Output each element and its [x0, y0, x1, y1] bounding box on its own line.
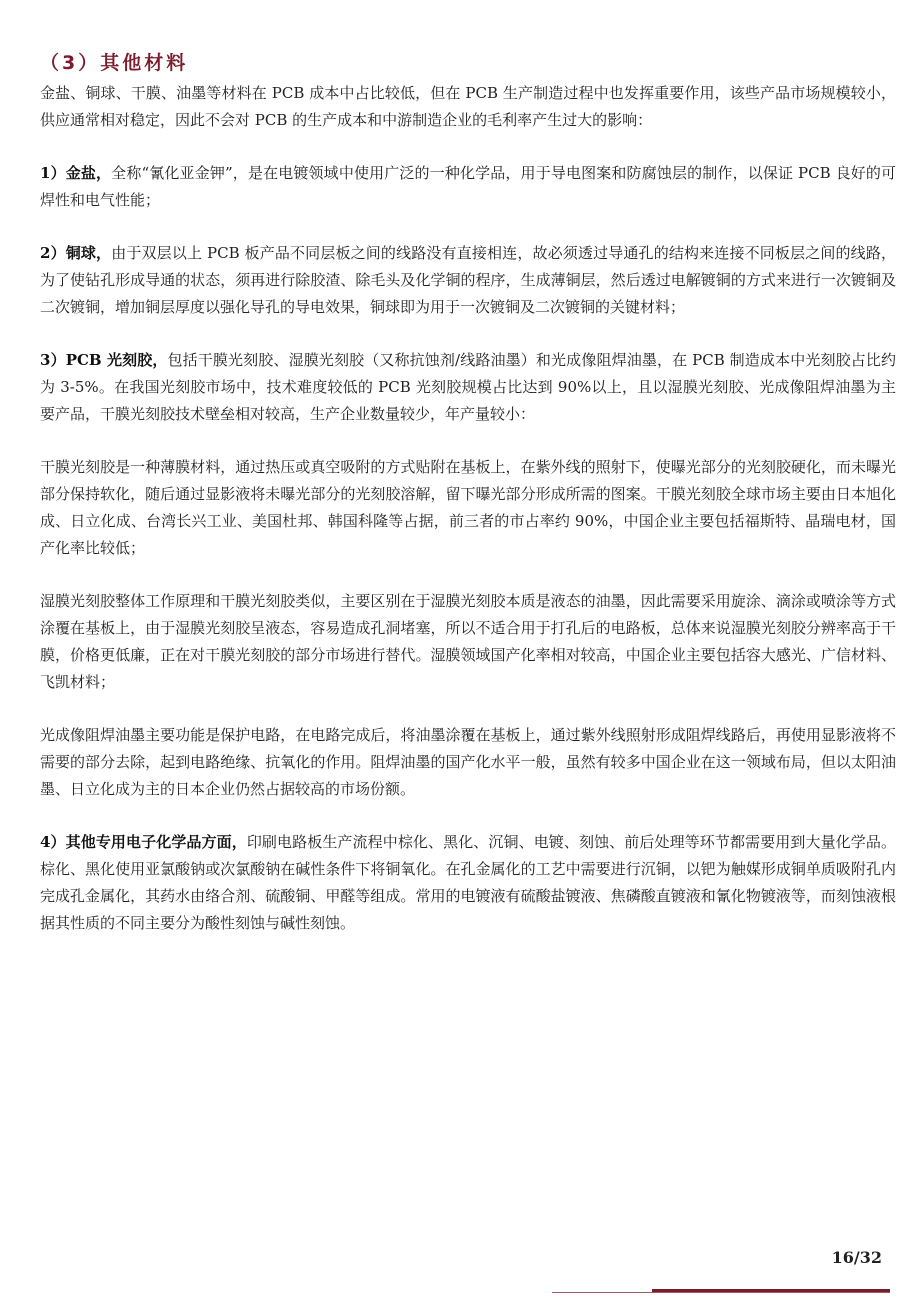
item-lead: 1）金盐， — [40, 164, 112, 182]
item-pcb-photoresist — [40, 347, 896, 428]
footer-accent-bar — [652, 1289, 890, 1292]
section-title: （3）其他材料 — [40, 52, 189, 74]
item-text: 包括干膜光刻胶、湿膜光刻胶（又称抗蚀剂/线路油墨）和光成像阻焊油墨，在 PCB 制造成本中光刻胶占比约为 3-5%。在我国光刻胶市场中，技术难度较低的 PCB 光刻胶规模占比达到 90%以上，且以湿膜光刻胶、光成像阻焊油墨为主要产品，干膜光刻胶技术壁垒相对较高，生产企业数量较少，年产量较小： — [40, 351, 896, 423]
item-other-chemicals — [40, 829, 896, 937]
footer-divider — [552, 1292, 890, 1293]
intro-paragraph: 金盐、铜球、干膜、油墨等材料在 PCB 成本中占比较低，但在 PCB 生产制造过程中也发挥重要作用，该些产品市场规模较小，供应通常相对稳定，因此不会对 PCB 的生产成本和中游制造企业的毛利率产生过大的影响： — [40, 84, 896, 129]
item-gold-salt — [40, 160, 896, 214]
item-text: 全称“氰化亚金钾”，是在电镀领域中使用广泛的一种化学品，用于导电图案和防腐蚀层的制作，以保证 PCB 良好的可焊性和电气性能； — [40, 164, 896, 209]
item-copper-ball — [40, 240, 896, 321]
page-number: 16/32 — [831, 1248, 882, 1267]
dry-film-paragraph: 干膜光刻胶是一种薄膜材料，通过热压或真空吸附的方式贴附在基板上，在紫外线的照射下，使曝光部分的光刻胶硬化，而未曝光部分保持软化，随后通过显影液将未曝光部分的光刻胶溶解，留下曝光部分形成所需的图案。干膜光刻胶全球市场主要由日本旭化成、日立化成、台湾长兴工业、美国杜邦、韩国科隆等占据，前三者的市占率约 90%，中国企业主要包括福斯特、晶瑞电材，国产化率比较低； — [40, 458, 896, 557]
item-text: 由于双层以上 PCB 板产品不同层板之间的线路没有直接相连，故必须透过导通孔的结构来连接不同板层之间的线路，为了使钻孔形成导通的状态，须再进行除胶渣、除毛头及化学铜的程序，生成薄铜层，然后透过电解镀铜的方式来进行一次镀铜及二次镀铜，增加铜层厚度以强化导孔的导电效果，铜球即为用于一次镀铜及二次镀铜的关键材料； — [40, 244, 896, 316]
item-lead: 4）其他专用电子化学品方面， — [40, 833, 247, 851]
item-lead: 3）PCB 光刻胶， — [40, 351, 168, 369]
item-text: 印刷电路板生产流程中棕化、黑化、沉铜、电镀、刻蚀、前后处理等环节都需要用到大量化学品。棕化、黑化使用亚氯酸钠或次氯酸钠在碱性条件下将铜氧化。在孔金属化的工艺中需要进行沉铜，以钯为触媒形成铜单质吸附孔内完成孔金属化，其药水由络合剂、硫酸铜、甲醛等组成。常用的电镀液有硫酸盐镀液、焦磷酸直镀液和氰化物镀液等，而刻蚀液根据其性质的不同主要分为酸性刻蚀与碱性刻蚀。 — [40, 833, 896, 932]
document-body — [40, 48, 896, 963]
item-lead: 2）铜球， — [40, 244, 112, 262]
solder-mask-paragraph: 光成像阻焊油墨主要功能是保护电路，在电路完成后，将油墨涂覆在基板上，通过紫外线照射形成阻焊线路后，再使用显影液将不需要的部分去除，起到电路绝缘、抗氧化的作用。阻焊油墨的国产化水平一般，虽然有较多中国企业在这一领域布局，但以太阳油墨、日立化成为主的日本企业仍然占据较高的市场份额。 — [40, 726, 896, 798]
wet-film-paragraph: 湿膜光刻胶整体工作原理和干膜光刻胶类似，主要区别在于湿膜光刻胶本质是液态的油墨，因此需要采用旋涂、滴涂或喷涂等方式涂覆在基板上，由于湿膜光刻胶呈液态，容易造成孔洞堵塞，所以不适合用于打孔后的电路板，总体来说湿膜光刻胶分辨率高于干膜，价格更低廉，正在对干膜光刻胶的部分市场进行替代。湿膜领域国产化率相对较高，中国企业主要包括容大感光、广信材料、飞凯材料； — [40, 592, 896, 691]
